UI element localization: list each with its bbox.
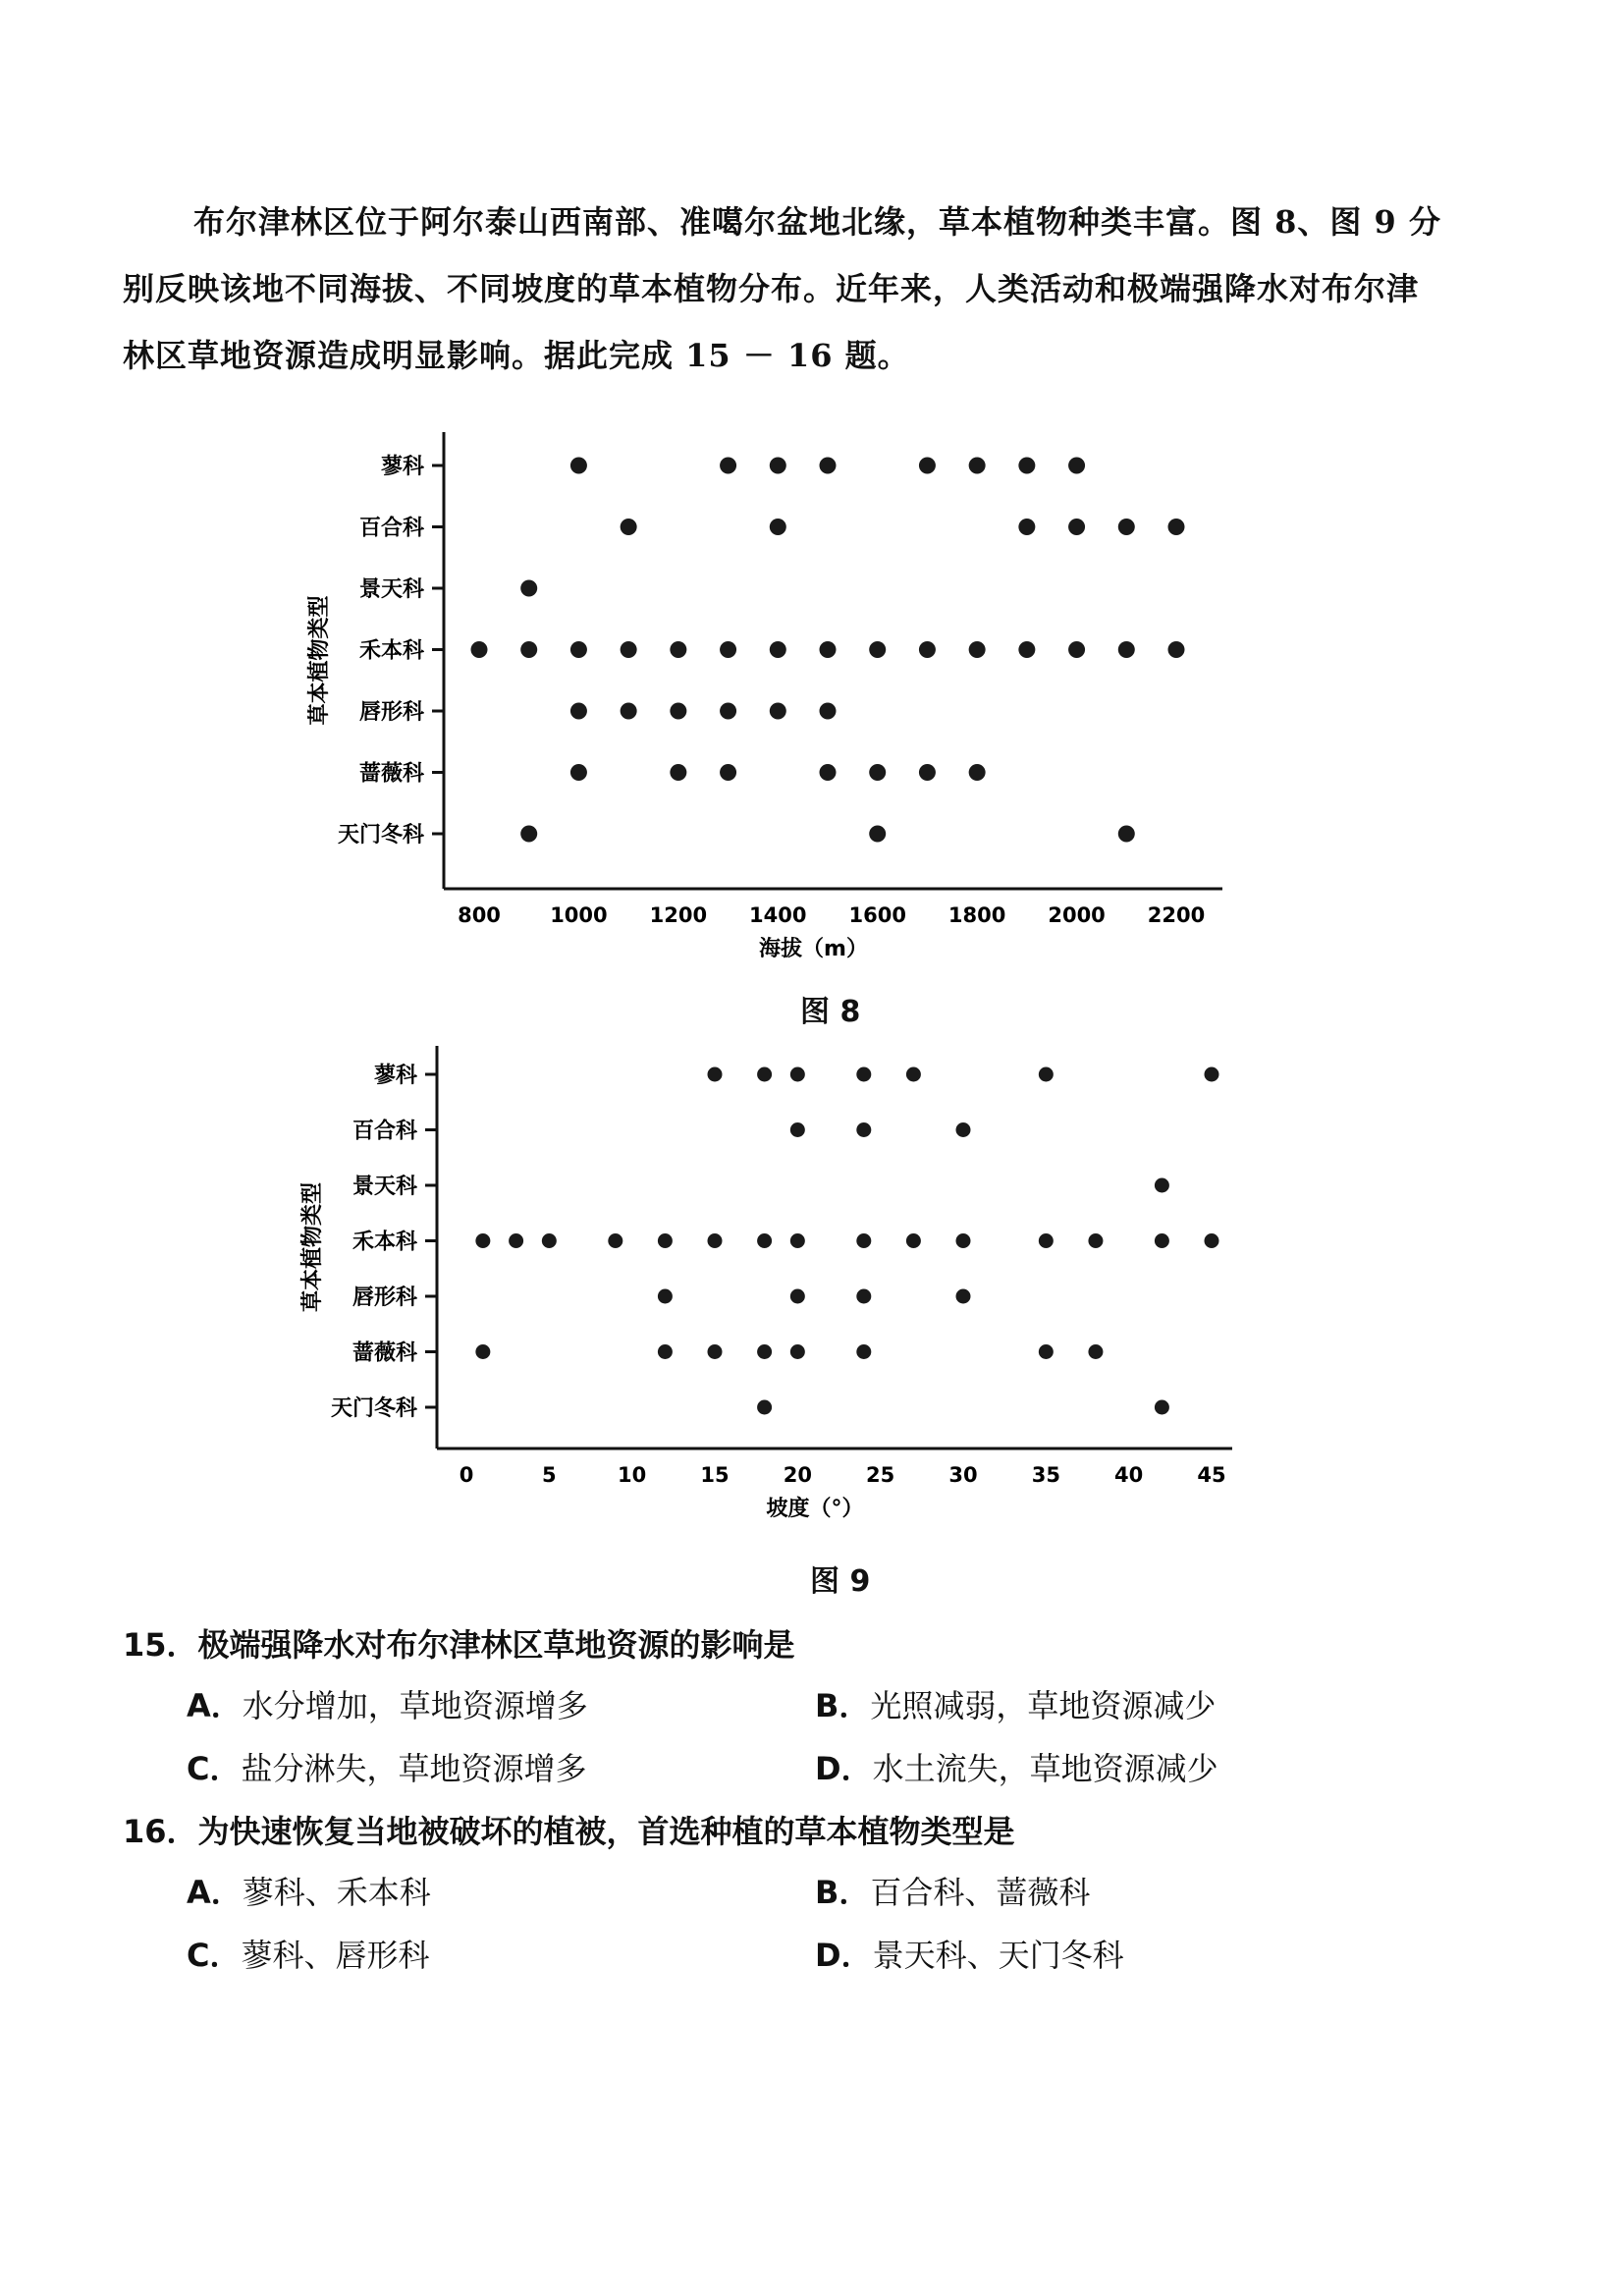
q15-option-b[interactable] (815, 1681, 1216, 1726)
data-point (520, 580, 537, 597)
data-point (1068, 519, 1085, 535)
data-point (1205, 1233, 1219, 1248)
q16-option-d[interactable] (815, 1931, 1124, 1976)
data-point (757, 1344, 772, 1359)
data-point (1155, 1178, 1169, 1193)
y-tick-label: 百合科 (352, 1119, 417, 1144)
data-point (820, 764, 837, 781)
x-tick-label: 45 (1197, 1463, 1226, 1487)
y-tick-label: 天门冬科 (337, 823, 424, 847)
data-point (790, 1344, 805, 1359)
option-letter: D． (815, 1937, 873, 1974)
data-point (621, 519, 637, 535)
data-point (570, 458, 587, 474)
option-text: 水分增加，草地资源增多 (242, 1687, 588, 1724)
figure-8-scatter-chart (295, 412, 1237, 962)
data-point (621, 641, 637, 658)
data-point (906, 1067, 921, 1082)
data-point (608, 1233, 622, 1248)
data-point (1155, 1400, 1169, 1415)
y-tick-label: 景天科 (358, 577, 424, 602)
question-15-stem: 15．极端强降水对布尔津林区草地资源的影响是 (123, 1626, 795, 1664)
data-point (720, 703, 736, 720)
y-tick-label: 蔷薇科 (358, 761, 424, 787)
option-text: 景天科、天门冬科 (872, 1937, 1124, 1974)
q15-option-a[interactable] (187, 1681, 588, 1726)
option-letter: C． (187, 1937, 242, 1974)
option-text: 蓼科、禾本科 (242, 1874, 431, 1911)
data-point (956, 1233, 971, 1248)
data-point (1018, 641, 1035, 658)
data-point (570, 641, 587, 658)
data-point (757, 1067, 772, 1082)
data-point (708, 1344, 723, 1359)
q16-option-a[interactable] (187, 1868, 431, 1913)
y-tick-label: 天门冬科 (330, 1396, 417, 1421)
x-tick-label: 1800 (947, 903, 1006, 927)
data-point (1088, 1344, 1103, 1359)
data-point (969, 641, 986, 658)
data-point (658, 1233, 673, 1248)
data-point (919, 458, 936, 474)
data-point (720, 764, 736, 781)
option-letter: C． (187, 1750, 242, 1787)
data-point (790, 1122, 805, 1137)
data-point (956, 1122, 971, 1137)
data-point (856, 1289, 871, 1304)
data-point (1168, 641, 1185, 658)
y-tick-label: 蓼科 (373, 1064, 417, 1088)
data-point (621, 703, 637, 720)
q15-option-d[interactable] (815, 1744, 1218, 1789)
data-point (720, 458, 736, 474)
data-point (770, 641, 786, 658)
data-point (670, 703, 686, 720)
y-tick-label: 唇形科 (358, 700, 424, 725)
data-point (1088, 1233, 1103, 1248)
intro-paragraph (123, 189, 1443, 389)
y-tick-label: 唇形科 (352, 1285, 417, 1310)
data-point (708, 1233, 723, 1248)
x-axis-label: 坡度（°） (766, 1497, 864, 1521)
x-tick-label: 1000 (550, 903, 608, 927)
data-point (1205, 1067, 1219, 1082)
x-tick-label: 25 (866, 1463, 895, 1487)
x-tick-label: 30 (948, 1463, 978, 1487)
x-tick-label: 10 (618, 1463, 647, 1487)
option-letter: A． (187, 1687, 243, 1724)
data-point (856, 1067, 871, 1082)
data-point (570, 703, 587, 720)
x-tick-label: 40 (1114, 1463, 1144, 1487)
data-point (1118, 641, 1135, 658)
x-tick-label: 2200 (1147, 903, 1206, 927)
data-point (471, 641, 488, 658)
data-point (1039, 1233, 1054, 1248)
data-point (869, 764, 886, 781)
data-point (820, 641, 837, 658)
data-point (720, 641, 736, 658)
data-point (542, 1233, 557, 1248)
option-text: 蓼科、唇形科 (241, 1937, 430, 1974)
data-point (956, 1289, 971, 1304)
data-point (520, 826, 537, 843)
data-point (969, 764, 986, 781)
y-tick-label: 景天科 (352, 1175, 417, 1199)
y-axis-label: 草本植物类型 (307, 595, 332, 726)
y-tick-label: 百合科 (358, 516, 424, 541)
option-letter: B． (815, 1687, 871, 1724)
x-tick-label: 35 (1031, 1463, 1060, 1487)
data-point (1118, 519, 1135, 535)
data-point (1018, 519, 1035, 535)
data-point (1018, 458, 1035, 474)
x-tick-label: 1200 (649, 903, 708, 927)
x-tick-label: 20 (783, 1463, 812, 1487)
data-point (1039, 1344, 1054, 1359)
data-point (1118, 826, 1135, 843)
data-point (1168, 519, 1185, 535)
option-text: 百合科、蔷薇科 (870, 1874, 1091, 1911)
option-text: 盐分淋失，草地资源增多 (241, 1750, 587, 1787)
data-point (869, 641, 886, 658)
x-axis-label: 海拔（m） (759, 937, 868, 961)
figure-9-scatter-chart (295, 1036, 1237, 1537)
x-tick-label: 5 (542, 1463, 557, 1487)
figure-8-caption: 图 8 (800, 995, 861, 1029)
data-point (670, 764, 686, 781)
intro-text: 布尔津林区位于阿尔泰山西南部、准噶尔盆地北缘，草本植物种类丰富。图 8、图 9 分别反映该地不同海拔、不同坡度的草本植物分布。近年来，人类活动和极端强降水对布尔津林区草地资源造成明显影响。据此完成 15 － 16 题。 (123, 203, 1441, 374)
data-point (869, 826, 886, 843)
data-point (1068, 458, 1085, 474)
data-point (770, 458, 786, 474)
x-tick-label: 1600 (848, 903, 906, 927)
data-point (820, 703, 837, 720)
figure-9-caption: 图 9 (810, 1564, 871, 1599)
data-point (670, 641, 686, 658)
data-point (1039, 1067, 1054, 1082)
data-point (509, 1233, 523, 1248)
y-tick-label: 蓼科 (380, 455, 424, 479)
data-point (770, 519, 786, 535)
data-point (770, 703, 786, 720)
data-point (790, 1067, 805, 1082)
y-axis-label: 草本植物类型 (300, 1181, 325, 1313)
data-point (475, 1233, 490, 1248)
q16-option-b[interactable] (815, 1868, 1090, 1913)
data-point (475, 1344, 490, 1359)
data-point (658, 1289, 673, 1304)
question-16-stem: 16．为快速恢复当地被破坏的植被，首选种植的草本植物类型是 (123, 1813, 1015, 1850)
data-point (757, 1400, 772, 1415)
data-point (757, 1233, 772, 1248)
q15-option-c[interactable] (187, 1744, 587, 1789)
data-point (919, 641, 936, 658)
data-point (820, 458, 837, 474)
data-point (658, 1344, 673, 1359)
data-point (969, 458, 986, 474)
option-text: 光照减弱，草地资源减少 (870, 1687, 1217, 1724)
option-letter: D． (815, 1750, 873, 1787)
x-tick-label: 800 (458, 903, 501, 927)
option-letter: B． (815, 1874, 871, 1911)
data-point (1155, 1233, 1169, 1248)
data-point (570, 764, 587, 781)
data-point (919, 764, 936, 781)
data-point (856, 1233, 871, 1248)
option-letter: A． (187, 1874, 243, 1911)
y-tick-label: 禾本科 (358, 638, 424, 664)
x-tick-label: 1400 (749, 903, 807, 927)
data-point (790, 1233, 805, 1248)
x-tick-label: 15 (700, 1463, 730, 1487)
data-point (856, 1122, 871, 1137)
y-tick-label: 蔷薇科 (352, 1340, 417, 1366)
y-tick-label: 禾本科 (352, 1230, 417, 1255)
data-point (1068, 641, 1085, 658)
data-point (790, 1289, 805, 1304)
q16-option-c[interactable] (187, 1931, 430, 1976)
data-point (520, 641, 537, 658)
x-tick-label: 2000 (1048, 903, 1106, 927)
x-tick-label: 0 (459, 1463, 474, 1487)
data-point (708, 1067, 723, 1082)
data-point (906, 1233, 921, 1248)
data-point (856, 1344, 871, 1359)
option-text: 水土流失，草地资源减少 (872, 1750, 1218, 1787)
